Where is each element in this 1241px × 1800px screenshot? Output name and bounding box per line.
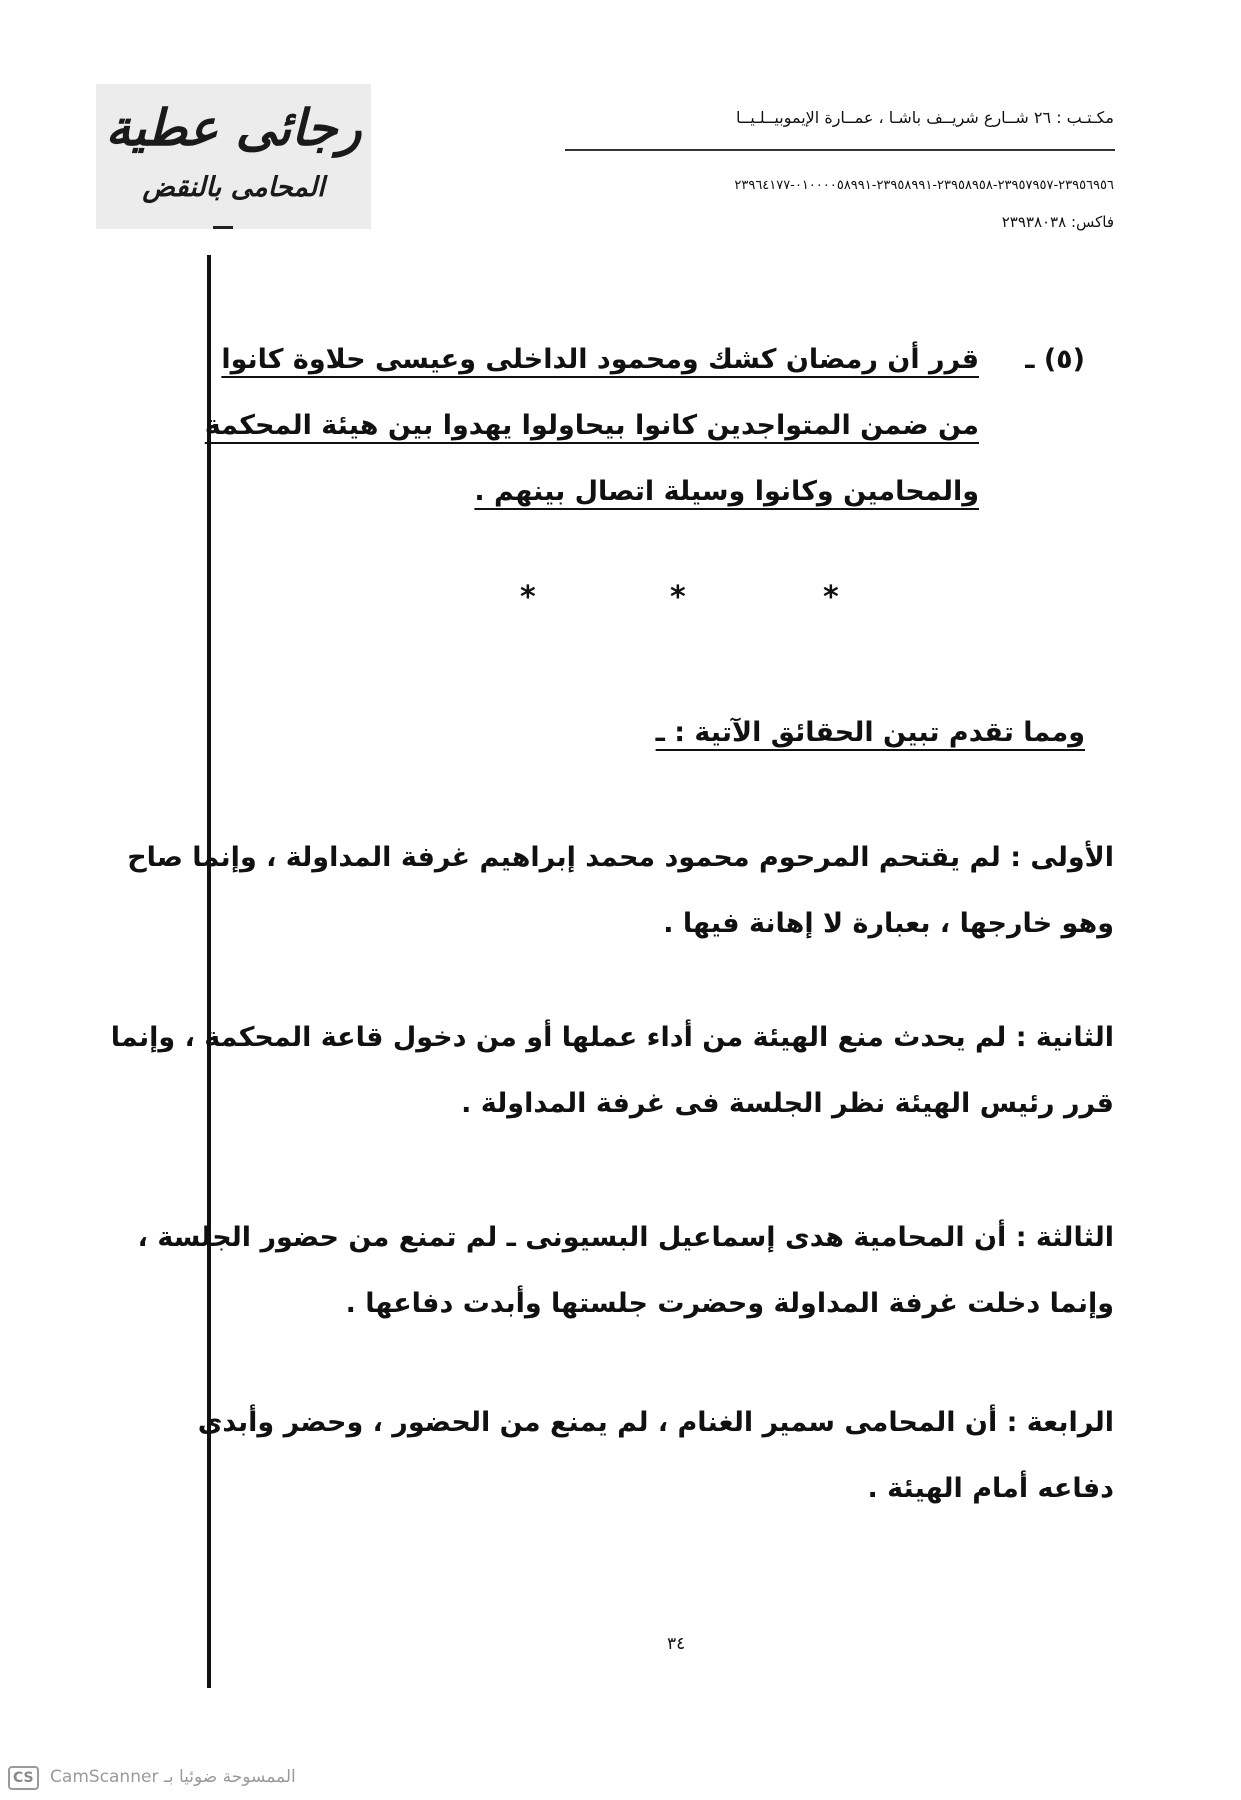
section-separator (0, 580, 1241, 620)
item-dash: ـ (1025, 344, 1035, 375)
separator-star: * (520, 580, 536, 615)
item-5-line-1: قرر أن رمضان كشك ومحمود الداخلى وعيسى حلاوة كانوا (221, 344, 979, 375)
item-5-paragraph (204, 327, 979, 525)
fact-second-line-1: الثانية : لم يحدث منع الهيئة من أداء عملها أو من دخول قاعة المحكمة ، وإنما (110, 1022, 1114, 1053)
office-address: مكـتـب : ٢٦ شــارع شريــف باشـا ، عمــارة الإيموبيــلـيــا (735, 108, 1114, 127)
fact-fourth-line-1: الرابعة : أن المحامى سمير الغنام ، لم يمنع من الحضور ، وحضر وأبدى (197, 1407, 1114, 1438)
header-divider (565, 149, 1115, 151)
separator-star: * (670, 580, 686, 615)
separator-star: * (823, 580, 839, 615)
office-fax: فاكس: ٢٣٩٣٨٠٣٨ (1001, 213, 1114, 231)
item-number-label: (٥) (1043, 344, 1085, 375)
item-5-line-3: والمحامين وكانوا وسيلة اتصال بينهم . (474, 476, 979, 507)
logo-title: المحامى بالنقض (142, 172, 325, 203)
fact-first (127, 825, 1114, 957)
fact-third-line-1: الثالثة : أن المحامية هدى إسماعيل البسيونى ـ لم تمنع من حضور الجلسة ، (137, 1222, 1114, 1253)
page-number: ٣٤ (667, 1634, 686, 1654)
fact-first-line-2: وهو خارجها ، بعبارة لا إهانة فيها . (663, 908, 1114, 939)
logo-underline (213, 226, 233, 229)
fact-second-line-2: قرر رئيس الهيئة نظر الجلسة فى غرفة المداولة . (461, 1088, 1114, 1119)
scanner-watermark (8, 1766, 296, 1792)
watermark-text: CamScanner الممسوحة ضوئيا بـ (50, 1767, 296, 1787)
facts-heading-text: ومما تقدم تبين الحقائق الآتية : ـ (655, 717, 1085, 748)
facts-heading (655, 700, 1085, 766)
fact-third-line-2: وإنما دخلت غرفة المداولة وحضرت جلستها وأبدت دفاعها . (345, 1288, 1114, 1319)
item-5-line-2: من ضمن المتواجدين كانوا بيحاولوا يهدوا بين هيئة المحكمة (204, 410, 979, 441)
office-phones: ٢٣٩٥٦٩٥٦-٢٣٩٥٧٩٥٧-٢٣٩٥٨٩٥٨-٢٣٩٥٨٩٩١-٠١٠٠٠٠٥٨٩٩١-٢٣٩٦٤١٧٧ (734, 178, 1114, 193)
margin-line (207, 255, 211, 1688)
fact-fourth (197, 1390, 1114, 1522)
letterhead-logo (96, 84, 371, 229)
fact-third (137, 1205, 1114, 1337)
fact-second (110, 1005, 1114, 1137)
fact-first-line-1: الأولى : لم يقتحم المرحوم محمود محمد إبراهيم غرفة المداولة ، وإنما صاح (127, 842, 1114, 873)
logo-name: رجائى عطية (105, 98, 362, 157)
item-number (997, 327, 1085, 393)
camscanner-logo-icon: CS (8, 1766, 39, 1790)
fact-fourth-line-2: دفاعه أمام الهيئة . (867, 1473, 1114, 1504)
